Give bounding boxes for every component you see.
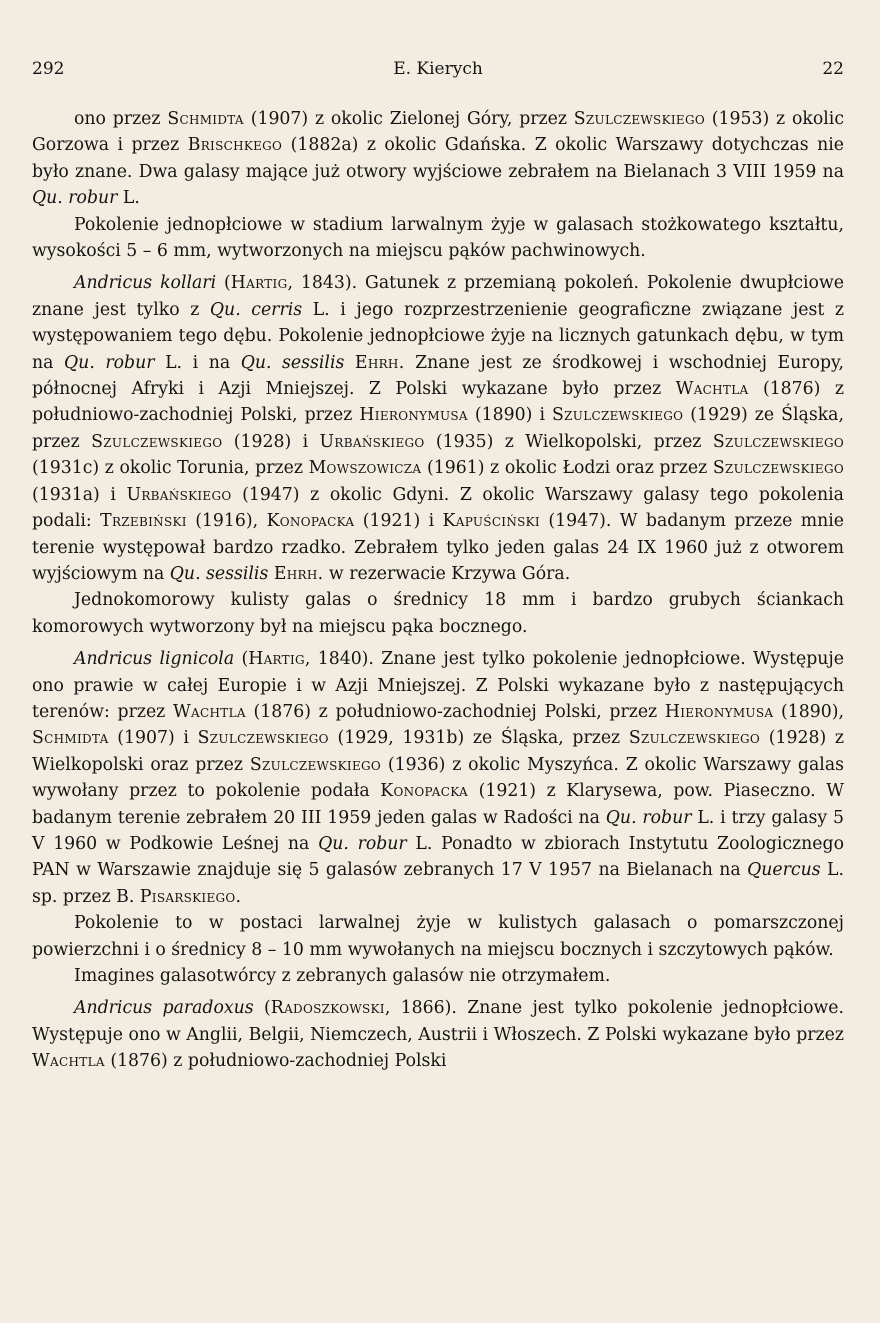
page-number: 292 (32, 59, 65, 79)
taxon-name: Andricus kollari (74, 273, 217, 294)
author-name: Ehrh. (273, 563, 324, 584)
paragraph (32, 587, 844, 640)
author-name: Brischkego (187, 135, 283, 156)
taxon-name: Quercus (747, 860, 821, 881)
text-run: (1876) z południowo-zachodniej Polski, przez (245, 701, 665, 722)
author-name: Hartig (230, 273, 288, 294)
author-name: Radoszkowski (270, 998, 385, 1019)
text-run: Imagines galasotwórcy z zebranych galasów nie otrzymałem. (74, 966, 611, 986)
author-name: Schmidta (32, 728, 109, 749)
species-entry-andricus-lignicola (32, 646, 844, 910)
author-name: Szulczewskiego (552, 405, 684, 426)
taxon-name: Qu. cerris (209, 299, 303, 320)
author-name: Szulczewskiego (628, 728, 761, 749)
text-run: ono przez (74, 109, 168, 129)
author-name: Pisarskiego. (139, 886, 242, 907)
author-name: Wachtla (675, 379, 749, 400)
text-run: L. sp. przez B. (32, 860, 844, 907)
text-run: L. i trzy galasy 5 V 1960 w Podkowie Leśnej na (32, 807, 844, 854)
text-run: (1961) z okolic Łodzi oraz przez (421, 458, 713, 479)
text-run: L. i na (154, 352, 241, 373)
taxon-name: Qu. robur (32, 188, 118, 209)
text-run: L. Ponadto w zbiorach Instytutu Zoologicznego PAN w Warszawie znajduje się 5 galasów zebranych 17 V 1957 na Bielanach na (32, 833, 844, 881)
text-run: Pokolenie jednopłciowe w stadium larwalnym żyje w galasach stożkowatego kształtu, wysokości 5 – 6 mm, wytworzonych na miejscu pąków pachwinowych. (32, 214, 844, 262)
author-name: Wachtla (172, 701, 246, 722)
text-run: (1947) z okolic Gdyni. Z okolic Warszawy galasy tego pokolenia podali: (32, 484, 844, 532)
author-name: Szulczewskiego (573, 109, 705, 129)
text-run: (1921) i (354, 511, 443, 532)
text-run: (1935) z Wielkopolski, przez (424, 431, 713, 452)
taxon-name: Andricus lignicola (74, 649, 235, 670)
author-name: Konopacka (380, 781, 469, 802)
taxon-name: Qu. robur (64, 352, 155, 373)
text-run (344, 353, 355, 373)
text-run: Jednokomorowy kulisty galas o średnicy 18 mm i bardzo grubych ściankach komorowych wytworzony był na miejscu pąka bocznego. (32, 590, 844, 637)
text-run: (1907) i (108, 728, 198, 749)
running-header (32, 56, 844, 82)
taxon-name: Qu. sessilis (169, 563, 269, 584)
section-number: 22 (822, 59, 844, 79)
text-run: , 1840). Znane jest tylko pokolenie jednopłciowe. Występuje ono prawie w całej Europie i w Azji Mniejszej. Z Polski wykazane było z następujących terenów: przez (32, 649, 844, 722)
author-name: Mowszowicza (308, 458, 422, 479)
text-run: (1931a) i (32, 484, 127, 505)
text-run: Pokolenie to w postaci larwalnej żyje w kulistych galasach o pomarszczonej powierzchni i o średnicy 8 – 10 mm wywołanych na miejscu bocznych i szczytowych pąków. (32, 913, 844, 960)
text-run: (1907) z okolic Zielonej Góry, przez (243, 109, 574, 129)
running-author: E. Kierych (393, 59, 483, 79)
body-text (32, 106, 844, 1075)
text-run: (1947). W badanym przeze mnie terenie występował bardzo rzadko. Zebrałem tylko jeden galas 24 IX 1960 już z otworem wyjściowym na (32, 511, 844, 584)
text-run: ( (253, 998, 271, 1019)
author-name: Hieronymusa (664, 701, 774, 722)
author-name: Hieronymusa (359, 405, 468, 426)
text-run: (1936) z okolic Myszyńca. Z okolic Warszawy galas wywołany przez to pokolenie podała (32, 754, 844, 802)
text-run: (1929, 1931b) ze Śląska, przez (328, 728, 629, 749)
taxon-name: Qu. sessilis (240, 352, 345, 373)
text-run: ( (216, 273, 231, 294)
paragraph (32, 910, 844, 963)
text-run: (1876) z południowo-zachodniej Polski (104, 1051, 447, 1072)
text-run: (1890) i (467, 405, 553, 426)
text-run: (1916), (186, 511, 267, 532)
text-run: L. i jego rozprzestrzenienie geograficzne związane jest z występowaniem tego dębu. Pokolenie jednopłciowe żyje na licznych gatunkach dębu, w tym na (32, 299, 844, 373)
text-run: (1890), (773, 701, 844, 722)
species-entry-andricus-paradoxus (32, 995, 844, 1074)
text-run: L. (117, 188, 140, 209)
text-run: (1921) z Klarysewa, pow. Piaseczno. W badanym terenie zebrałem 20 III 1959 jeden galas w Radości na (32, 781, 844, 828)
author-name: Szulczewskiego (712, 458, 844, 479)
text-run: , 1843). Gatunek z przemianą pokoleń. Pokolenie dwupłciowe znane jest tylko z (32, 273, 844, 320)
taxon-name: Andricus paradoxus (74, 998, 254, 1019)
author-name: Kapuściński (442, 511, 540, 532)
author-name: Szulczewskiego (197, 728, 329, 749)
taxon-name: Qu. robur (605, 807, 692, 828)
author-name: Wachtla (32, 1051, 105, 1072)
author-name: Szulczewskiego (91, 431, 223, 452)
text-run: (1928) z Wielkopolski oraz przez (32, 728, 844, 775)
author-name: Hartig (248, 649, 305, 670)
paragraph (32, 963, 844, 989)
paragraph (32, 212, 844, 265)
text-run: , 1866). Znane jest tylko pokolenie jednopłciowe. Występuje ono w Anglii, Belgii, Niemczech, Austrii i Włoszech. Z Polski wykazane było przez (32, 998, 844, 1045)
author-name: Konopacka (266, 511, 355, 532)
author-name: Schmidta (167, 109, 244, 129)
text-run: Znane jest ze środkowej i wschodniej Europy, północnej Afryki i Azji Mniejszej. Z Polski wykazane było przez (32, 352, 844, 400)
text-run: (1928) i (222, 431, 320, 452)
taxon-name: Qu. robur (318, 833, 407, 854)
author-name: Ehrh. (354, 352, 405, 373)
paragraph (32, 106, 844, 212)
author-name: Urbańskiego (126, 484, 232, 505)
author-name: Trzebiński (100, 511, 187, 532)
text-run: (1882a) z okolic Gdańska. Z okolic Warszawy dotychczas nie było znane. Dwa galasy mające już otwory wyjściowe zebrałem na Bielanach 3 VIII 1959 na (32, 135, 844, 182)
text-run: ( (234, 649, 249, 670)
text-run: w rezerwacie Krzywa Góra. (323, 563, 571, 584)
author-name: Szulczewskiego (712, 431, 844, 452)
author-name: Urbańskiego (319, 431, 425, 452)
author-name: Szulczewskiego (249, 754, 382, 775)
text-run: (1931c) z okolic Torunia, przez (32, 458, 309, 479)
text-run: (1929) ze Śląska, przez (32, 405, 844, 452)
species-entry-andricus-kollari (32, 270, 844, 587)
text-run: (1953) z okolic Gorzowa i przez (32, 109, 844, 156)
text-run: (1876) z południowo-zachodniej Polski, przez (32, 379, 844, 426)
